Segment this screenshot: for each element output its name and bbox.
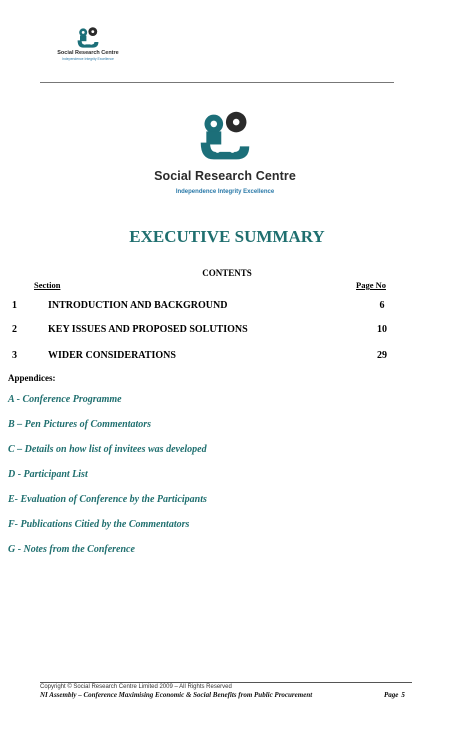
header-logo [56, 26, 120, 61]
main-logo-tagline: Independence Integrity Excellence [175, 189, 275, 195]
appendix-item: E- Evaluation of Conference by the Participants [8, 494, 207, 505]
header-logo-org-name: Social Research Centre [57, 50, 119, 56]
appendix-item: G - Notes from the Conference [8, 544, 135, 555]
toc-page: 6 [379, 300, 385, 311]
appendix-item: F- Publications Citied by the Commentators [8, 519, 190, 530]
toc-title: WIDER CONSIDERATIONS [48, 350, 176, 361]
footer-divider [40, 682, 412, 683]
social-research-centre-logo-icon [197, 108, 253, 166]
footer-page-number [384, 691, 405, 699]
appendix-item: B – Pen Pictures of Commentators [8, 419, 152, 430]
copyright-notice: Copyright © Social Research Centre Limited 2009 – All Rights Reserved [40, 684, 232, 690]
header-divider [40, 82, 394, 83]
footer-document-title: NI Assembly – Conference Maximising Economic & Social Benefits from Public Procurement [40, 691, 313, 699]
page-number: 5 [401, 691, 405, 699]
page-label: Page [384, 691, 399, 699]
social-research-centre-logo-icon [76, 26, 100, 50]
toc-title: INTRODUCTION AND BACKGROUND [48, 300, 228, 311]
appendices-label: Appendices: [8, 373, 56, 383]
appendix-item: D - Participant List [8, 469, 88, 480]
toc-title: KEY ISSUES AND PROPOSED SOLUTIONS [48, 324, 248, 335]
header-logo-tagline: Independence Integrity Excellence [62, 57, 114, 61]
main-logo [150, 108, 300, 195]
appendix-item: C – Details on how list of invitees was developed [8, 444, 207, 455]
toc-page: 29 [377, 350, 387, 361]
toc-page: 10 [377, 324, 387, 335]
toc-number: 3 [12, 350, 17, 361]
page-title: EXECUTIVE SUMMARY [129, 227, 325, 246]
toc-number: 2 [12, 324, 17, 335]
appendix-item: A - Conference Programme [8, 394, 122, 405]
main-logo-org-name: Social Research Centre [154, 169, 296, 183]
contents-heading: CONTENTS [202, 268, 252, 278]
section-column-header: Section [34, 280, 61, 290]
page-column-header: Page No [356, 280, 386, 290]
toc-number: 1 [12, 300, 17, 311]
